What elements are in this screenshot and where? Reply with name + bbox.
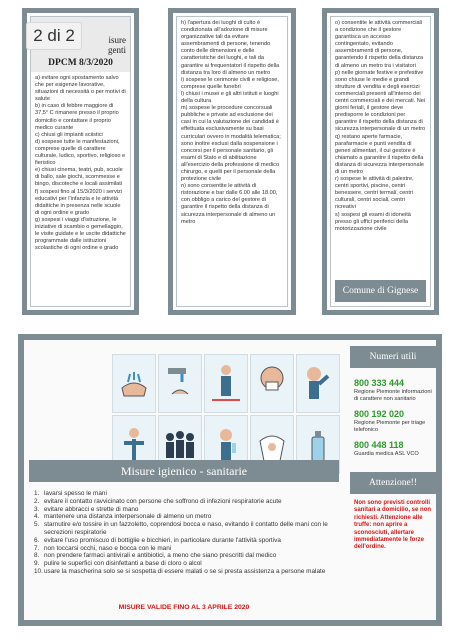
tap-water-icon: [158, 354, 202, 413]
rule-number: 1.: [34, 490, 40, 497]
rule-number: 8.: [34, 552, 40, 560]
rule-text: evitare abbracci e strette di mano: [44, 505, 139, 513]
rule-number: 7.: [34, 544, 40, 552]
phone-description: Guardia medica ASL VCO: [354, 451, 419, 457]
rule-item: [34, 521, 342, 537]
phone-description: Regione Piemonte informazioni di carattere non sanitario: [354, 389, 432, 402]
rule-text: pulire le superfici con disinfettanti a base di cloro o alcol: [44, 560, 202, 568]
rule-number: 2.: [34, 497, 40, 505]
rule-text: lavarsi spesso le mani: [44, 490, 107, 497]
attention-text: Non sono previsti controlli sanitari a domicilio, se non richiesti. Attenzione alle truffe: non aprire a sconosciuti, allertare immediatamente le forze dell'ordine.: [354, 500, 432, 551]
rule-text: non prendere farmaci antivirali e antibiotici, a meno che siano prescritti dal medico: [44, 552, 277, 560]
decree-text: a) evitare ogni spostamento salvo che per esigenze lavorative, situazioni di necessità o per motivi di salute b) in caso di febbre maggiore di 37,5° C rimanere presso il proprio domicilio e contattare il proprio medico curante c) chiusi gli impianti sciistici d) sospese tutte le manifestazioni, comprese quelle di carattere culturale, ludico, sportivo, religioso e fieristico e) chiusi cinema, teatri, pub, scuole di ballo, sale giochi, scommesse e bingo, discoteche e locali assimilati f) sospesi fino al 15/3/2020 i servizi educativi per l'infanzia e le attività didattiche in presenza nelle scuole di ogni ordine e grado g) sospesi i viaggi d'istruzione, le iniziative di scambio o gemellaggio, le visite guidate e le uscite didattiche programmate dalle istituzioni scolastiche di ogni ordine e grado: [35, 75, 126, 252]
rule-item: [34, 552, 342, 560]
cough-elbow-icon: [296, 354, 340, 413]
rule-item: [34, 506, 342, 514]
rule-item: [34, 560, 342, 568]
rule-number: 10.: [34, 567, 43, 575]
decree-text: o) consentite le attività commerciali a condizione che il gestore garantisca un accesso contingentato, evitando assembramenti di persone, garantendo il rispetto della distanza di almeno un metro tra i visitatori p) nelle giornate festive e prefestive sono chiuse le medie e grandi strutture di vendita e degli esercizi commerciali presenti all'interno dei centri commerciali e dei mercati. Nei giorni feriali, il gestore deve predisporre le condizioni per garantire il rispetto della distanza di sicurezza interpersonale di un metro q) restano aperte farmacie, parafarmacie e punti vendita di generi alimentari, il cui gestore è chiamato a garantire il rispetto della distanza di sicurezza interpersonale di un metro r) sospese le attività di palestre, centri sportivi, piscine, centri benessere, centri termali, centri culturali, centri sociali, centri ricreativi s) sospesi gli esami di idoneità presso gli uffici periferici della motorizzazione civile: [335, 20, 426, 232]
rule-text: evitare il contatto ravvicinato con persone che soffrono di infezioni respiratorie acute: [44, 497, 282, 505]
rule-item: [34, 568, 342, 576]
hygiene-poster: [18, 334, 442, 626]
page-indicator: 2 di 2: [26, 22, 82, 50]
brochure-panel-left: [22, 8, 139, 315]
rule-text: mantenere una distanza interpersonale di almeno un metro: [44, 513, 212, 521]
validity-notice: MISURE VALIDE FINO AL 3 APRILE 2020: [118, 604, 250, 611]
rule-number: 9.: [34, 560, 40, 568]
rule-number: 6.: [34, 536, 40, 544]
phone-description: Regione Piemonte per triage telefonico: [354, 420, 426, 433]
brochure-panel-right: [322, 8, 439, 315]
brochure-panel-center: [168, 8, 296, 315]
phone-number: 800 192 020: [354, 409, 405, 419]
panel-title: isure genti: [108, 35, 126, 55]
rule-text: non toccarsi occhi, naso e bocca con le mani: [44, 544, 172, 552]
distance-icon: [204, 354, 248, 413]
sneeze-icon: [250, 354, 294, 413]
attention-title: Attenzione!!: [350, 472, 436, 494]
rule-number: 5.: [34, 521, 40, 529]
useful-numbers-sidebar: [350, 346, 436, 618]
phone-number: 800 333 444: [354, 378, 405, 388]
rule-item: [34, 537, 342, 545]
numbers-title: Numeri utili: [350, 346, 436, 368]
rule-text: usare la mascherina solo se si sospetta di essere malati o se si presta assistenza a persone malate: [44, 567, 326, 575]
municipality-banner: Comune di Gignese: [335, 280, 426, 302]
poster-title: Misure igienico - sanitarie: [29, 460, 339, 482]
rule-number: 3.: [34, 505, 40, 513]
handwash-icon: [112, 354, 156, 413]
rule-item: [34, 545, 342, 553]
phone-number: 800 448 118: [354, 440, 404, 450]
decree-text: h) l'apertura dei luoghi di culto è condizionata all'adozione di misure organizzative tali da evitare assembramenti di persone, tenendo conto delle dimensioni e delle caratteristiche dei luoghi, e tali da garantire ai frequentatori il rispetto della distanza tra loro di almeno un metro i) sospese le cerimonie civili e religiose, comprese quelle funebri l) chiusi i musei e gli altri istituti e luoghi della cultura m) sospese le procedure concorsuali pubbliche e private ad esclusione dei casi in cui la valutazione dei candidati è effettuata esclusivamente su basi curriculari ovvero in modalità telematica; sono inoltre esclusi dalla sospensione i concorsi per il personale sanitario, gli esami di Stato e di abilitazione all'esercizio della professione di medico chirurgo, e quelli per il personale della protezione civile n) sono consentite le attività di ristorazione e bar dalle 6.00 alle 18.00, con obbligo a carico del gestore di garantire il rispetto della distanza di sicurezza interpersonale di almeno un metro: [181, 20, 281, 225]
illustration-grid: [112, 354, 340, 474]
rule-item: [34, 498, 342, 506]
rule-text: evitare l'uso promiscuo di bottiglie e bicchieri, in particolare durante l'attività sportiva: [44, 536, 281, 544]
decree-title: DPCM 8/3/2020: [48, 58, 113, 68]
rule-item: [34, 513, 342, 521]
rule-text: starnutire e/o tossire in un fazzoletto, coprendosi bocca e naso, evitando il contatto delle mani con le secrezioni respiratorie: [44, 521, 328, 536]
rule-number: 4.: [34, 513, 40, 521]
hygiene-rules-list: [34, 490, 342, 576]
rule-item: [34, 490, 342, 498]
